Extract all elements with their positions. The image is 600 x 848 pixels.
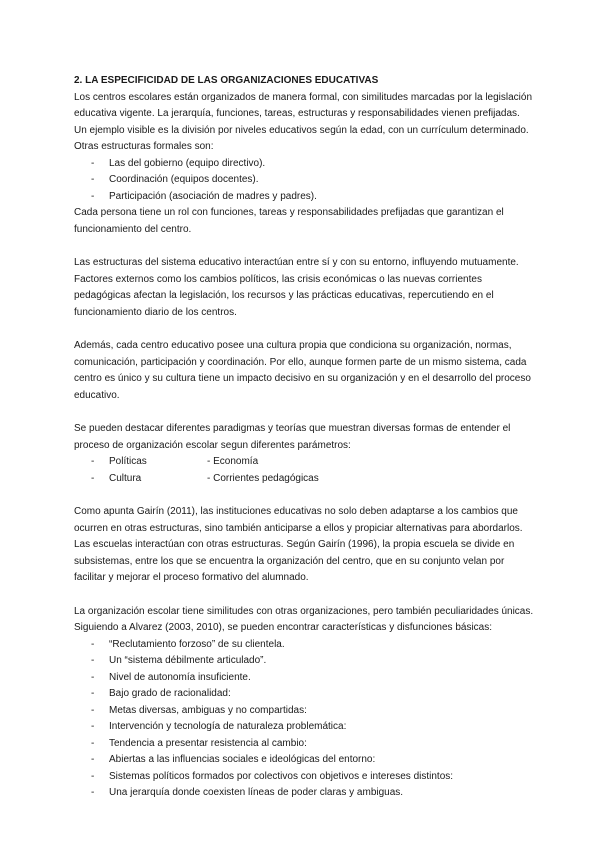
list-item: - Coordinación (equipos docentes). — [74, 172, 534, 189]
document-page — [74, 73, 534, 802]
dash-bullet: - — [91, 472, 95, 484]
list-item: - Un “sistema débilmente articulado”. — [74, 653, 534, 670]
paragraph-4: Además, cada centro educativo posee una cultura propia que condiciona su organización, normas, comunicación, participación y coordinación. Por ello, aunque formen parte de un mismo sistema, cada centro es único y su cultura tiene un impacto decisivo en su organización y en el desarrollo del proceso educativo. — [74, 340, 531, 401]
paragraph-2: Cada persona tiene un rol con funciones, tareas y responsabilidades prefijadas que garantizan el funcionamiento del centro. — [74, 207, 504, 235]
paragraph-8: La organización escolar tiene similitudes con otras organizaciones, pero también peculiaridades únicas. Siguiendo a Alvarez (2003, 2010), se pueden encontrar características y disfunciones básicas: — [74, 605, 534, 633]
dash-bullet: - — [91, 655, 95, 666]
section-heading: 2. LA ESPECIFICIDAD DE LAS ORGANIZACIONES EDUCATIVAS — [74, 75, 379, 86]
list-item: - Participación (asociación de madres y padres). — [74, 189, 534, 206]
list-item: - Sistemas políticos formados por colectivos con objetivos e intereses distintos: — [74, 769, 534, 786]
list-item: - Intervención y tecnología de naturaleza problemática: — [74, 719, 534, 736]
dash-bullet: - — [91, 671, 95, 683]
list-item: - Metas diversas, ambiguas y no compartidas: — [74, 703, 534, 720]
paragraph-7: Las escuelas interactúan con otras estructuras. Según Gairín (1996), la propia escuela se divide en subsistemas, entre los que se encuentra la organización del centro, que en su conjunto velan por facilitar y mejorar el proceso formativo del alumnado. — [74, 539, 515, 583]
dash-bullet: - — [91, 688, 95, 699]
list-item: - Tendencia a presentar resistencia al cambio: — [74, 736, 534, 753]
dash-bullet: - — [91, 770, 95, 782]
dash-bullet: - — [91, 754, 95, 765]
list-item: - Nivel de autonomía insuficiente. — [74, 670, 534, 687]
parameters-list — [74, 454, 534, 487]
formal-structures-list — [74, 156, 534, 206]
dash-bullet: - — [91, 190, 95, 202]
paragraph-6: Como apunta Gairín (2011), las instituciones educativas no solo deben adaptarse a los cambios que ocurren en otras estructuras, sino también anticiparse a ellos y propiciar alternativas para abordarlos. — [74, 506, 523, 534]
list-item: - Bajo grado de racionalidad: — [74, 686, 534, 703]
paragraph-1: Los centros escolares están organizados de manera formal, con similitudes marcadas por la legislación educativa vigente. La jerarquía, funciones, tareas, estructuras y responsabilidades vienen prefijadas. Un ejemplo visible es la división por niveles educativos según la edad, con un currículum determinado. Otras estructuras formales son: — [74, 91, 533, 152]
list-item: - Abiertas a las influencias sociales e ideológicas del entorno: — [74, 752, 534, 769]
dash-bullet: - — [91, 174, 95, 185]
dash-bullet: - — [91, 157, 95, 169]
dash-bullet: - — [91, 737, 95, 749]
dash-bullet: - — [91, 721, 95, 732]
dash-bullet: - — [91, 456, 95, 467]
characteristics-list — [74, 637, 534, 802]
list-item: - Una jerarquía donde coexisten líneas de poder claras y ambiguas. — [74, 785, 534, 802]
dash-bullet: - — [91, 638, 95, 650]
list-item: - Las del gobierno (equipo directivo). — [74, 156, 534, 173]
paragraph-3: Las estructuras del sistema educativo interactúan entre sí y con su entorno, influyendo mutuamente. Factores externos como los cambios políticos, las crisis económicas o las nuevas corrientes pedagógicas afectan la legislación, los recursos y las prácticas educativas, repercutiendo en el funcionamiento diario de los centros. — [74, 257, 519, 318]
dash-bullet: - — [91, 787, 95, 798]
list-item: - “Reclutamiento forzoso” de su clientela. — [74, 637, 534, 654]
dash-bullet: - — [91, 704, 95, 716]
list-item: - Cultura - Corrientes pedagógicas — [74, 471, 534, 488]
list-item: - Políticas - Economía — [74, 454, 534, 471]
paragraph-5: Se pueden destacar diferentes paradigmas y teorías que muestran diversas formas de entender el proceso de organización escolar segun diferentes parámetros: — [74, 423, 511, 451]
